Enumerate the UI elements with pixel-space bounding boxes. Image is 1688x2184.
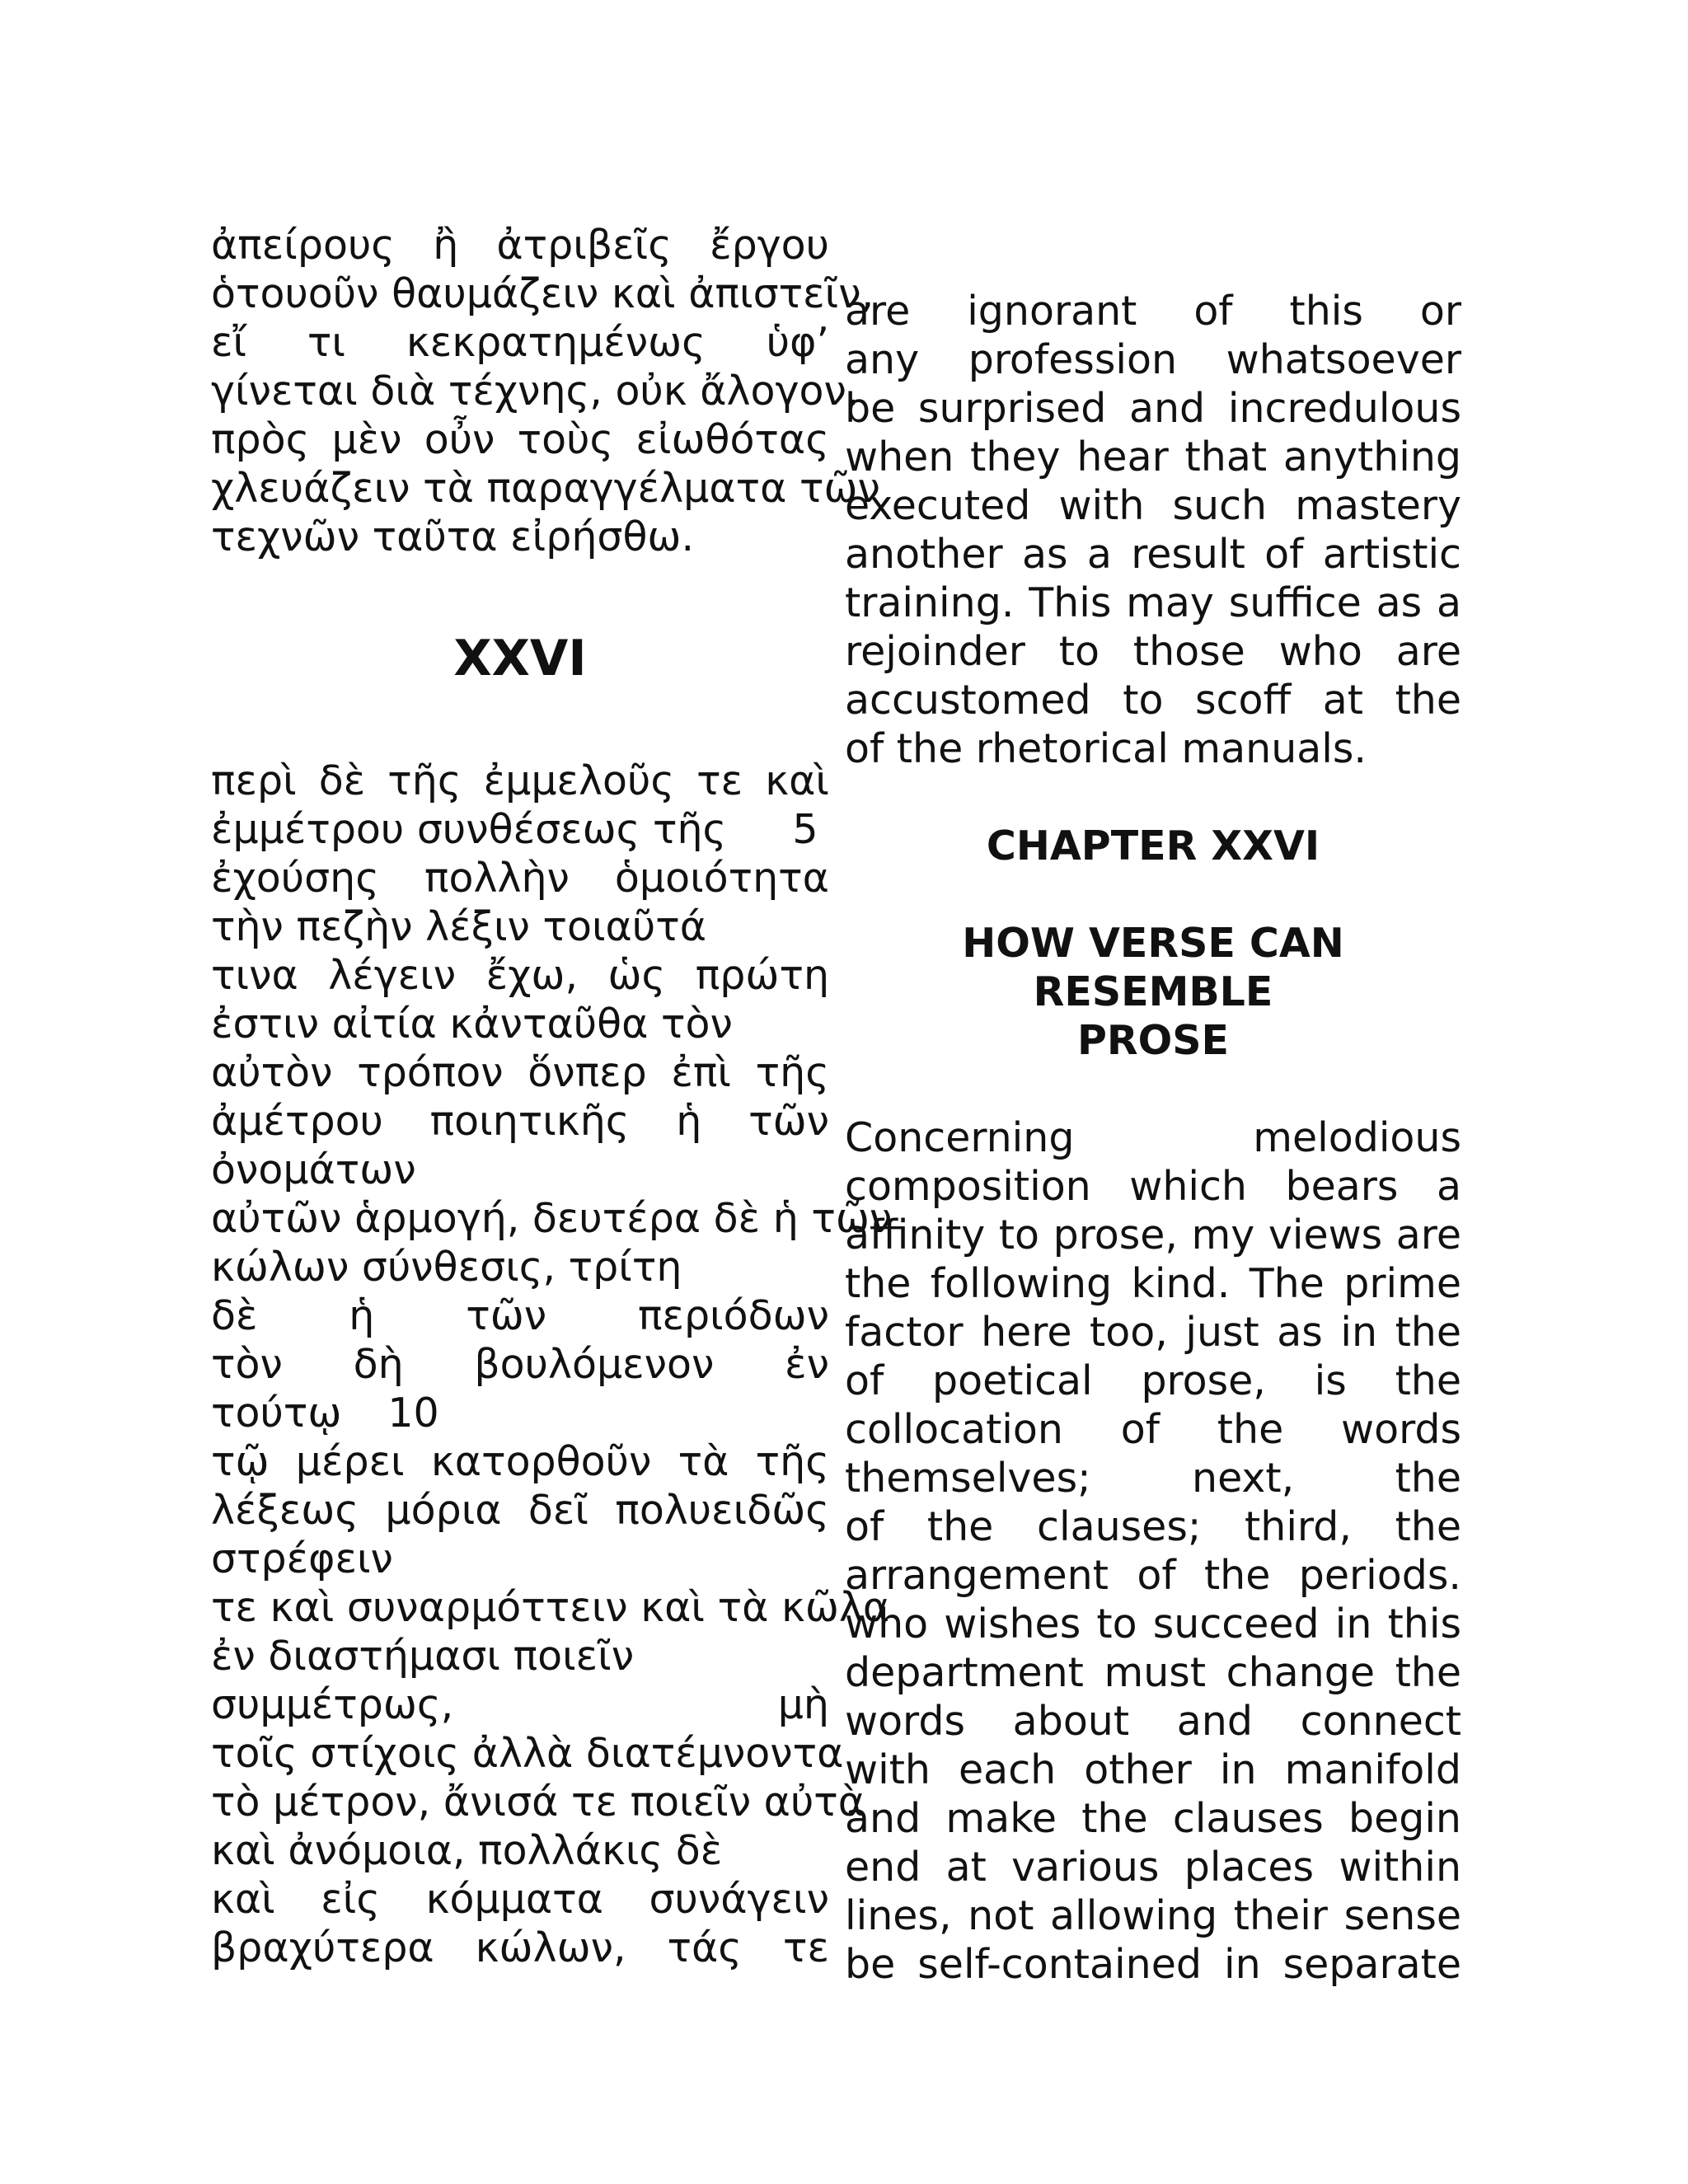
greek-line: αὐτὸν τρόπον ὅνπερ ἐπὶ τῆς [211, 1049, 829, 1096]
greek-line: τοῖς στίχοις ἀλλὰ διατέμνοντα [211, 1730, 844, 1777]
greek-line: καὶ ἀνόμοια, πολλάκις δὲ [211, 1827, 723, 1874]
greek-line: συμμέτρως, μὴ [211, 1681, 829, 1728]
english-line: be surprised and incredulous [845, 385, 1461, 432]
english-line: any profession whatsoever [845, 336, 1461, 383]
english-line: of the clauses; third, the [845, 1503, 1461, 1550]
english-line: executed with such mastery [845, 482, 1461, 529]
english-line: and make the clauses begin [845, 1795, 1461, 1842]
chapter-title-line: HOW VERSE CAN RESEMBLE [962, 920, 1344, 1015]
greek-line [211, 1389, 829, 1437]
greek-line: αὐτῶν ἁρμογή, δευτέρα δὲ ἡ τῶν [211, 1195, 893, 1242]
greek-line: δὲ ἡ τῶν περιόδων [211, 1292, 829, 1339]
english-line: with each other in manifold [845, 1746, 1461, 1793]
greek-column [211, 221, 893, 1972]
english-line: accustomed to scoff at the [845, 677, 1461, 724]
greek-line: πρὸς μὲν οὖν τοὺς εἰωθότας [211, 416, 829, 463]
line-number: 5 [792, 806, 818, 853]
greek-line: τῷ μέρει κατορθοῦν τὰ τῆς [211, 1438, 829, 1485]
english-line: are ignorant of this or [845, 288, 1461, 335]
english-line: composition which bears a [845, 1163, 1461, 1210]
line-number: 10 [387, 1390, 439, 1436]
greek-line: βραχύτερα κώλων, τάς τε [211, 1924, 829, 1971]
greek-line: τὴν πεζὴν λέξιν τοιαῦτά [211, 903, 706, 950]
section-heading: XXVI [453, 630, 587, 687]
greek-line: ἐν διαστήμασι ποιεῖν [211, 1633, 635, 1680]
greek-line: καὶ εἰς κόμματα συνάγειν [211, 1876, 829, 1923]
greek-line: περὶ δὲ τῆς ἐμμελοῦς τε καὶ [211, 757, 829, 804]
greek-line: ἀμέτρου ποιητικῆς ἡ τῶν [211, 1098, 829, 1145]
greek-line [211, 805, 829, 854]
english-line: affinity to prose, my views are [845, 1212, 1461, 1258]
english-line: Concerning melodious [845, 1114, 1461, 1161]
english-line: another as a result of artistic [845, 531, 1461, 578]
english-line: of the rhetorical manuals. [845, 725, 1367, 772]
english-column [845, 287, 1461, 1989]
english-line: arrangement of the periods. [845, 1552, 1461, 1599]
greek-line: ὁτουοῦν θαυμάζειν καὶ ἀπιστεῖν, [211, 270, 874, 317]
greek-line: τὸν δὴ βουλόμενον ἐν [211, 1341, 829, 1388]
greek-line: λέξεως μόρια δεῖ πολυειδῶς [211, 1487, 829, 1534]
greek-line: ἀπείρους ἢ ἀτριβεῖς ἔργου [211, 222, 829, 269]
english-line: rejoinder to those who are [845, 628, 1461, 675]
greek-line: ἐχούσης πολλὴν ὁμοιότητα [211, 855, 829, 902]
english-line: when they hear that anything [845, 434, 1461, 480]
english-line: words about and connect [845, 1698, 1461, 1745]
greek-line: τινα λέγειν ἔχω, ὡς πρώτη [211, 952, 829, 999]
english-line: themselves; next, the [845, 1455, 1461, 1502]
greek-line: στρέφειν [211, 1535, 393, 1582]
greek-line: ὀνομάτων [211, 1146, 416, 1193]
greek-line: γίνεται διὰ τέχνης, οὐκ ἄλογον. [211, 368, 860, 415]
english-line: who wishes to succeed in this [845, 1601, 1461, 1647]
greek-line: τὸ μέτρον, ἄνισά τε ποιεῖν αὐτὰ [211, 1779, 865, 1825]
english-line: of poetical prose, is the [845, 1357, 1461, 1404]
greek-line: χλευάζειν τὰ παραγγέλματα τῶν [211, 465, 880, 512]
greek-line: τεχνῶν ταῦτα εἰρήσθω. [211, 513, 695, 560]
greek-line-text: ἐμμέτρου συνθέσεως τῆς [211, 806, 727, 853]
english-line: be self-contained in separate [845, 1941, 1461, 1988]
greek-line-text: τούτῳ [211, 1390, 342, 1436]
greek-line: ἐστιν αἰτία κἀνταῦθα τὸν [211, 1001, 733, 1047]
greek-line: τε καὶ συναρμόττειν καὶ τὰ κῶλα [211, 1584, 890, 1631]
chapter-title-line: PROSE [1076, 1017, 1230, 1064]
english-line: department must change the [845, 1649, 1461, 1696]
greek-line: κώλων σύνθεσις, τρίτη [211, 1244, 682, 1291]
english-line: end at various places within [845, 1844, 1461, 1891]
chapter-heading: CHAPTER XXVI [986, 823, 1320, 869]
english-line: training. This may suffice as a [845, 579, 1461, 626]
english-line: lines, not allowing their sense [845, 1892, 1461, 1939]
english-line: the following kind. The prime [845, 1260, 1461, 1307]
english-line: factor here too, just as in the [845, 1309, 1461, 1356]
english-line: collocation of the words [845, 1406, 1461, 1453]
greek-line: εἴ τι κεκρατημένως ὑφ’ [211, 319, 829, 366]
